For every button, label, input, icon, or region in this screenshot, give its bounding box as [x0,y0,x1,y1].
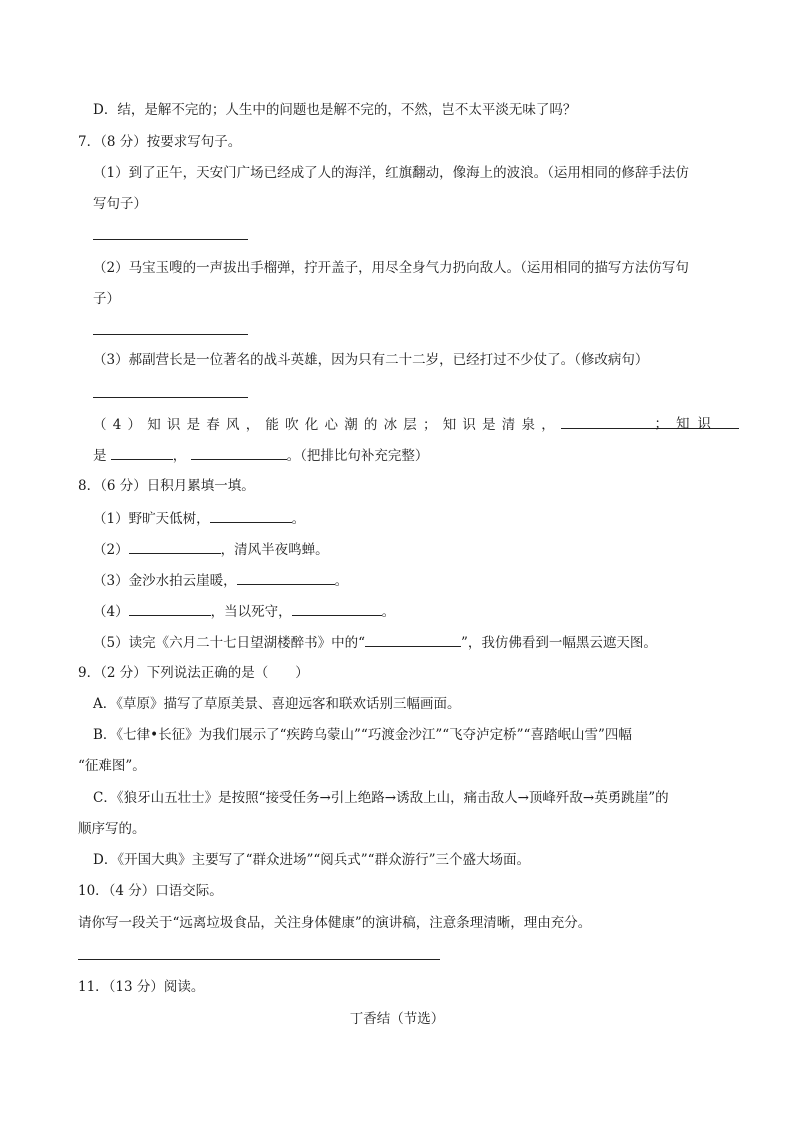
q8-item-5 [93,632,657,653]
q8-item-4-blank-2[interactable] [292,601,382,616]
q7-sub4-text-b: ；知识 [654,416,719,432]
q7-sub4-blank-2[interactable] [111,445,173,460]
q8-item-3-text: （3）金沙水拍云崖暖， [93,573,237,589]
q8-item-5-end: ”，我仿佛看到一幅黑云遮天图。 [461,635,657,651]
q8-item-4-blank-1[interactable] [129,601,211,616]
q10-answer-line[interactable] [78,959,440,960]
q8-item-2-blank[interactable] [129,539,221,554]
q7-sub1-line1: （1）到了正午，天安门广场已经成了人的海洋，红旗翻动，像海上的波浪。（运用相同的修辞手法仿 [93,165,689,181]
q8-item-2-end: ，清风半夜鸣蝉。 [220,542,329,558]
q9-title: 9．（2 分）下列说法正确的是（ ） [78,665,309,681]
q8-item-1 [93,508,305,529]
q11-passage-title: 丁香结（节选） [349,1011,445,1027]
q8-item-1-end: 。 [291,511,306,527]
q8-item-3-end: 。 [334,573,349,589]
q7-sub1-answer-line[interactable] [93,239,248,240]
q9-option-c-line1: C．《狼牙山五壮士》是按照“接受任务→引上绝路→诱敌上山，痛击敌人→顶峰歼敌→英勇跳崖”的 [93,790,669,806]
q7-sub2-line1: （2）马宝玉嗖的一声拔出手榴弹，拧开盖子，用尽全身气力扔向敌人。（运用相同的描写方法仿写句 [93,260,689,276]
q8-item-2 [93,539,329,560]
q7-sub4-text-e: 。（把排比句补充完整） [286,448,429,464]
q9-option-b-line1: B．《七律•长征》为我们展示了“疾跨乌蒙山”“巧渡金沙江”“飞夺泸定桥”“喜踏岷山雪”四幅 [93,727,632,743]
q7-sub4-text-c: 是 [93,448,107,464]
q7-title: 7．（8 分）按要求写句子。 [78,134,242,150]
q6-option-d: D．结，是解不完的；人生中的问题也是解不完的，不然，岂不太平淡无味了吗？ [93,102,577,118]
q8-item-4 [93,601,395,622]
q8-item-4-end: 。 [381,604,396,620]
q7-sub4-line1 [93,414,719,435]
q10-prompt: 请你写一段关于“远离垃圾食品，关注身体健康”的演讲稿，注意条理清晰，理由充分。 [78,915,592,931]
q7-sub2-line2: 子） [93,291,120,307]
q9-option-c-line2: 顺序写的。 [78,821,146,837]
q7-sub4-line2 [93,445,428,466]
q7-sub4-blank-3[interactable] [191,445,287,460]
q11-title: 11．（13 分）阅读。 [78,979,205,995]
q10-title: 10．（4 分）口语交际。 [78,883,223,899]
q7-sub1-line2: 写句子） [93,196,147,212]
q8-item-3 [93,570,348,591]
q8-item-4-text: （4） [93,604,129,620]
q8-item-4-mid: ，当以死守， [210,604,292,620]
q8-item-5-blank[interactable] [365,632,461,647]
q8-title: 8．（6 分）日积月累填一填。 [78,478,255,494]
q9-option-d: D．《开国大典》主要写了“群众进场”“阅兵式”“群众游行”三个盛大场面。 [93,852,530,868]
q7-sub3-answer-line[interactable] [93,397,248,398]
q7-sub3: （3）郝副营长是一位著名的战斗英雄，因为只有二十二岁，已经打过不少仗了。（修改病句） [93,352,649,368]
q8-item-5-text: （5）读完《六月二十七日望湖楼醉书》中的“ [93,635,365,651]
q8-item-1-blank[interactable] [210,508,292,523]
q7-sub4-text-a: （4）知识是春风，能吹化心潮的冰层；知识是清泉， [93,417,561,433]
q8-item-3-blank[interactable] [237,570,335,585]
q7-sub2-answer-line[interactable] [93,334,248,335]
q8-item-1-text: （1）野旷天低树， [93,511,210,527]
q8-item-2-text: （2） [93,542,129,558]
q9-option-a: A．《草原》描写了草原美景、喜迎远客和联欢话别三幅画面。 [93,696,461,712]
q9-option-b-line2: “征难图”。 [78,758,146,774]
q7-sub4-text-d: ， [172,448,187,464]
